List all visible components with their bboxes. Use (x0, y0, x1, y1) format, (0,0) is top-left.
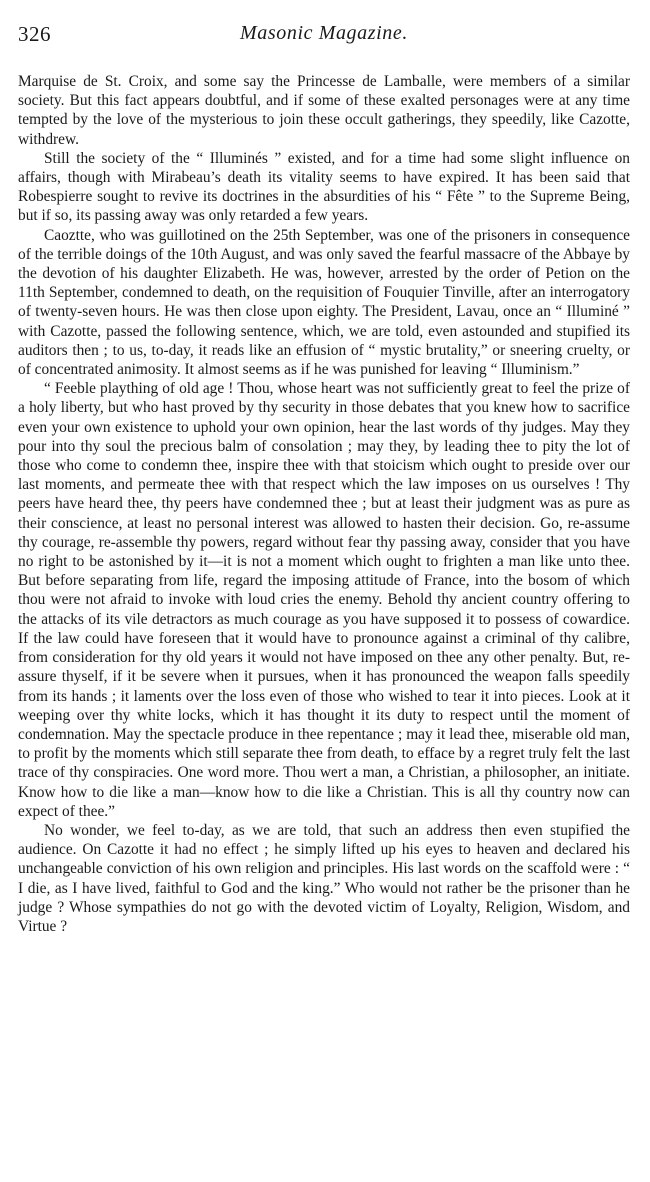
paragraph: Still the society of the “ Illuminés ” existed, and for a time had some slight influence on affairs, though with Mirabeau’s death its vitality seems to have expired. It has been said that Robespierre sought to revive its doctrines in the absurdities of his “ Fête ” to the Supreme Being, but if so, its passing away was only retarded a few years. (18, 149, 630, 225)
paragraph: No wonder, we feel to-day, as we are told, that such an address then even stupified the audience. On Cazotte it had no effect ; he simply lifted up his eyes to heaven and declared his unchangeable conviction of his own religion and principles. His last words on the scaffold were : “ I die, as I have lived, faithful to God and the king.” Who would not rather be the prisoner than he judge ? Whose sympathies do not go with the devoted victim of Loyalty, Religion, Wisdom, and Virtue ? (18, 821, 630, 935)
page-header (18, 22, 630, 72)
page (18, 22, 630, 936)
running-title: Masonic Magazine. (240, 22, 408, 44)
article-body (18, 72, 630, 936)
page-number: 326 (18, 22, 51, 46)
paragraph: “ Feeble plaything of old age ! Thou, whose heart was not sufficiently great to feel the prize of a holy liberty, but who hast proved by thy security in those debates that you knew how to sacrifice even your own existence to uphold your own opinion, hear the last words of thy judges. May they pour into thy soul the precious balm of consolation ; may they, by leading thee to pity the lot of those who come to condemn thee, inspire thee with that stoicism which ought to preside over our last moments, and permeate thee with that respect which the law imposes on us ourselves ! Thy peers have heard thee, thy peers have condemned thee ; but at least their judgment was as pure as their conscience, at least no personal interest was allowed to hasten their decision. Go, re-assume thy courage, re-assemble thy powers, regard without fear thy passing away, consider that you have no right to be astonished by it—it is not a moment which ought to frighten a man like unto thee. But before separating from life, regard the imposing attitude of France, into the bosom of which thou were not afraid to invoke with loud cries the enemy. Behold thy ancient country offering to the attacks of its vile detractors as much courage as you have supposed it to possess of cowardice. If the law could have foreseen that it would have to pronounce against a criminal of thy calibre, from consideration for thy old years it would not have imposed on thee any other penalty. But, re-assure thyself, if it be severe when it pursues, when it has pronounced the weapon falls speedily from its hands ; it laments over the loss even of those who wished to tear it into pieces. Look at it weeping over thy white locks, which it has thought it its duty to respect until the moment of condemnation. May the spectacle produce in thee repentance ; may it lead thee, miserable old man, to profit by the moments which still separate thee from death, to efface by a regret truly felt the last trace of thy conspiracies. One word more. Thou wert a man, a Christian, a philosopher, an initiate. Know how to die like a man—know how to die like a Christian. This is all thy country now can expect of thee.” (18, 380, 630, 820)
paragraph: Marquise de St. Croix, and some say the Princesse de Lamballe, were members of a similar society. But this fact appears doubtful, and if some of these exalted personages were at any time tempted by the love of the mysterious to join these occult gatherings, they speedily, like Cazotte, withdrew. (18, 73, 630, 148)
paragraph: Caoztte, who was guillotined on the 25th September, was one of the prisoners in consequence of the terrible doings of the 10th August, and was only saved the fearful massacre of the Abbaye by the devotion of his daughter Elizabeth. He was, however, arrested by the order of Petion on the 11th September, condemned to death, on the requisition of Fouquier Tinville, after an interrogatory of twenty-seven hours. He was then close upon eighty. The President, Lavau, once an “ Illuminé ” with Cazotte, passed the following sentence, which, we are told, even astounded and stupified its auditors then ; to us, to-day, it reads like an effusion of “ mystic brutality,” or sneering cruelty, or of concentrated animosity. It almost seems as if he was punished for leaving “ Illuminism.” (18, 226, 630, 379)
